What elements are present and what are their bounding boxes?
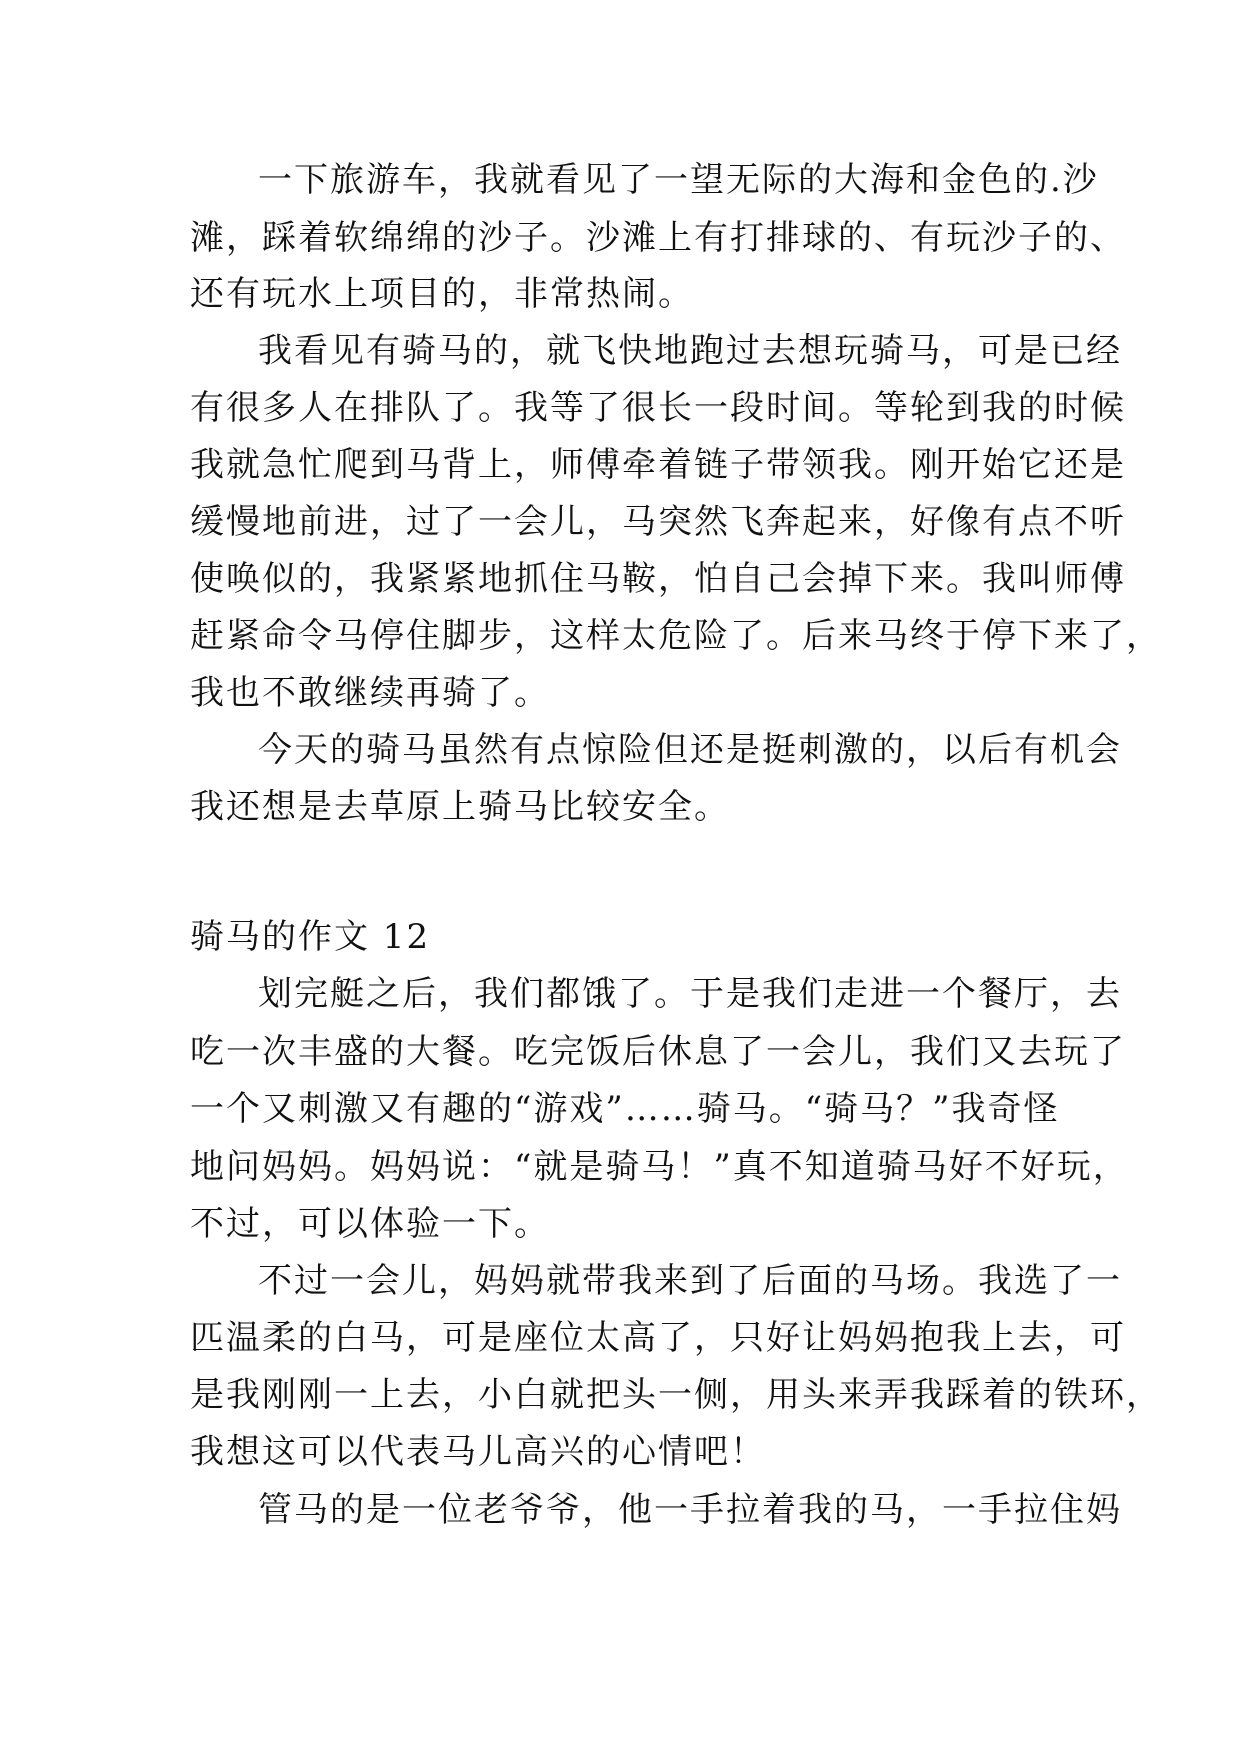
text-line: 划完艇之后，我们都饿了。于是我们走进一个餐厅，去 — [258, 974, 1122, 1014]
text-line: 一个又刺激又有趣的“游戏”……骑马。“骑马？”我奇怪 — [190, 1089, 1060, 1129]
text-line: 不过，可以体验一下。 — [190, 1204, 550, 1244]
text-line: 不过一会儿，妈妈就带我来到了后面的马场。我选了一 — [258, 1261, 1122, 1301]
text-line: 赶紧命令马停住脚步，这样太危险了。后来马终于停下来了， — [190, 616, 1162, 656]
text-line: 今天的骑马虽然有点惊险但还是挺刺激的，以后有机会 — [258, 730, 1122, 770]
text-line: 管马的是一位老爷爷，他一手拉着我的马，一手拉住妈 — [258, 1490, 1122, 1530]
text-line: 是我刚刚一上去，小白就把头一侧，用头来弄我踩着的铁环， — [190, 1375, 1162, 1415]
text-line: 吃一次丰盛的大餐。吃完饭后休息了一会儿，我们又去玩了 — [190, 1032, 1126, 1072]
text-line: 我想这可以代表马儿高兴的心情吧！ — [190, 1432, 766, 1472]
text-line: 我也不敢继续再骑了。 — [190, 673, 550, 713]
text-line: 我还想是去草原上骑马比较安全。 — [190, 787, 730, 827]
text-line: 我就急忙爬到马背上，师傅牵着链子带领我。刚开始它还是 — [190, 445, 1126, 485]
text-line: 有很多人在排队了。我等了很长一段时间。等轮到我的时候 — [190, 388, 1126, 428]
text-line: 使唤似的，我紧紧地抓住马鞍，怕自己会掉下来。我叫师傅 — [190, 559, 1126, 599]
section-title: 骑马的作文 12 — [190, 917, 431, 957]
text-line: 一下旅游车，我就看见了一望无际的大海和金色的.沙 — [258, 160, 1099, 200]
text-line: 缓慢地前进，过了一会儿，马突然飞奔起来，好像有点不听 — [190, 502, 1126, 542]
text-line: 我看见有骑马的，就飞快地跑过去想玩骑马，可是已经 — [258, 331, 1122, 371]
text-line: 匹温柔的白马，可是座位太高了，只好让妈妈抱我上去，可 — [190, 1318, 1126, 1358]
text-line: 地问妈妈。妈妈说：“就是骑马！”真不知道骑马好不好玩， — [190, 1147, 1129, 1187]
text-line: 还有玩水上项目的，非常热闹。 — [190, 274, 694, 314]
text-line: 滩，踩着软绵绵的沙子。沙滩上有打排球的、有玩沙子的、 — [190, 218, 1126, 258]
